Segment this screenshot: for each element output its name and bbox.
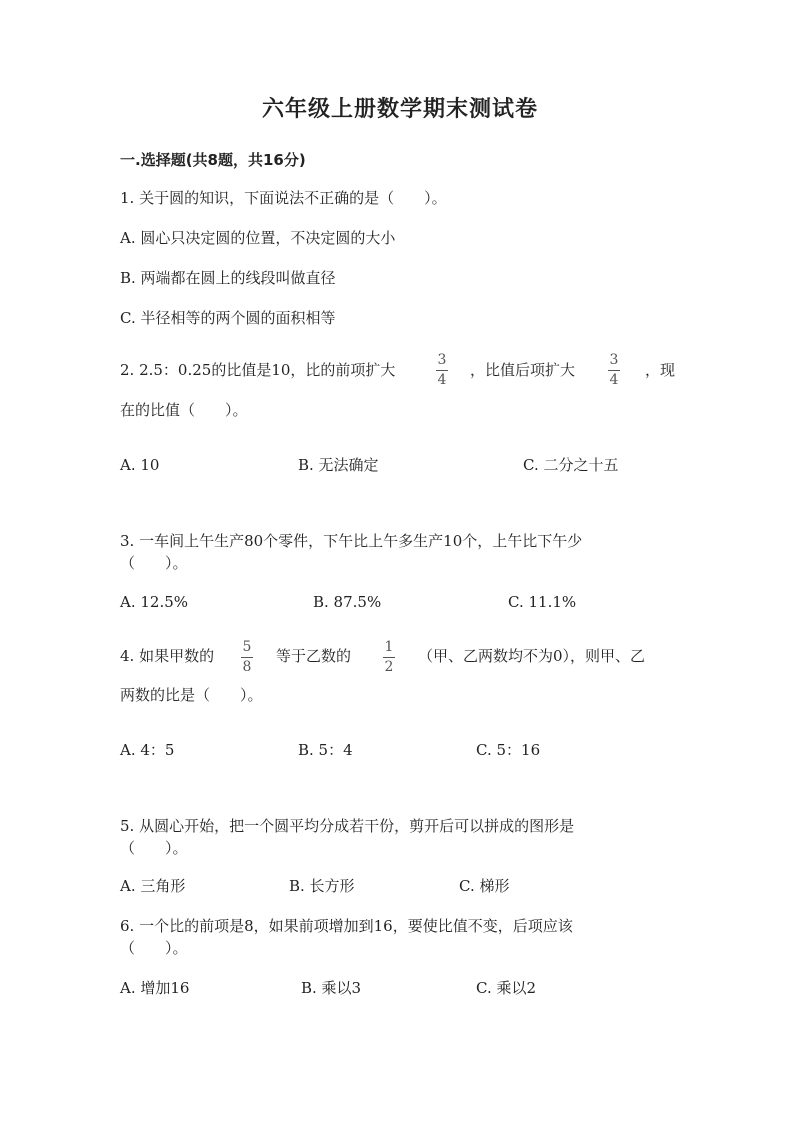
question-3-stem: 3. 一车间上午生产80个零件，下午比上午多生产10个，上午比下午少	[120, 532, 583, 550]
question-4-stem-part1: 4. 如果甲数的	[120, 647, 215, 665]
question-6-stem-line2: （ ）。	[120, 939, 188, 957]
fraction-denominator: 2	[384, 659, 394, 675]
question-5-option-c: C. 梯形	[459, 877, 510, 895]
question-2-option-c: C. 二分之十五	[523, 456, 619, 474]
question-2-option-b: B. 无法确定	[298, 456, 379, 474]
question-4-stem-part2: 等于乙数的	[276, 647, 352, 665]
section-heading: 一.选择题(共8题，共16分)	[120, 151, 306, 169]
question-4-stem-line2: 两数的比是（ ）。	[120, 686, 263, 704]
question-2-stem-part1: 2. 2.5：0.25的比值是10，比的前项扩大	[120, 361, 396, 379]
fraction-denominator: 8	[242, 659, 252, 675]
question-6-option-c: C. 乘以2	[476, 979, 537, 997]
fraction-denominator: 4	[609, 372, 619, 388]
question-3-option-a: A. 12.5%	[120, 593, 189, 611]
question-6-option-a: A. 增加16	[120, 979, 190, 997]
fraction-bar	[241, 657, 253, 658]
fraction-5-8	[240, 640, 254, 675]
fraction-numerator: 5	[242, 639, 252, 655]
question-4-option-b: B. 5：4	[298, 741, 353, 759]
fraction-3-4	[435, 353, 449, 388]
fraction-denominator: 4	[437, 372, 447, 388]
question-5-stem: 5. 从圆心开始，把一个圆平均分成若干份，剪开后可以拼成的图形是	[120, 817, 575, 835]
fraction-bar	[608, 370, 620, 371]
fraction-1-2	[382, 640, 396, 675]
question-6-stem: 6. 一个比的前项是8，如果前项增加到16，要使比值不变，后项应该	[120, 917, 573, 935]
question-2-option-a: A. 10	[120, 456, 160, 474]
fraction-bar	[383, 657, 395, 658]
question-5-option-a: A. 三角形	[120, 877, 186, 895]
question-1-stem: 1. 关于圆的知识，下面说法不正确的是（ ）。	[120, 189, 447, 207]
fraction-bar	[436, 370, 448, 371]
question-6-option-b: B. 乘以3	[301, 979, 362, 997]
question-4-option-c: C. 5：16	[476, 741, 541, 759]
question-5-option-b: B. 长方形	[289, 877, 355, 895]
question-3-stem-line2: （ ）。	[120, 554, 188, 572]
question-5-stem-line2: （ ）。	[120, 839, 188, 857]
question-2-stem-part2: ，比值后项扩大	[470, 361, 576, 379]
question-3-option-c: C. 11.1%	[508, 593, 577, 611]
question-1-option-b: B. 两端都在圆上的线段叫做直径	[120, 269, 336, 287]
fraction-3-4-second	[607, 353, 621, 388]
question-2-stem-part3: ，现	[645, 361, 676, 379]
question-1-option-c: C. 半径相等的两个圆的面积相等	[120, 309, 336, 327]
question-1-option-a: A. 圆心只决定圆的位置，不决定圆的大小	[120, 229, 396, 247]
question-4-stem-part3: （甲、乙两数均不为0），则甲、乙	[418, 647, 646, 665]
page-title: 六年级上册数学期末测试卷	[261, 97, 538, 122]
question-2-stem-line2: 在的比值（ ）。	[120, 401, 248, 419]
fraction-numerator: 3	[437, 352, 447, 368]
question-3-option-b: B. 87.5%	[313, 593, 382, 611]
fraction-numerator: 1	[384, 639, 394, 655]
fraction-numerator: 3	[609, 352, 619, 368]
question-4-option-a: A. 4：5	[120, 741, 175, 759]
